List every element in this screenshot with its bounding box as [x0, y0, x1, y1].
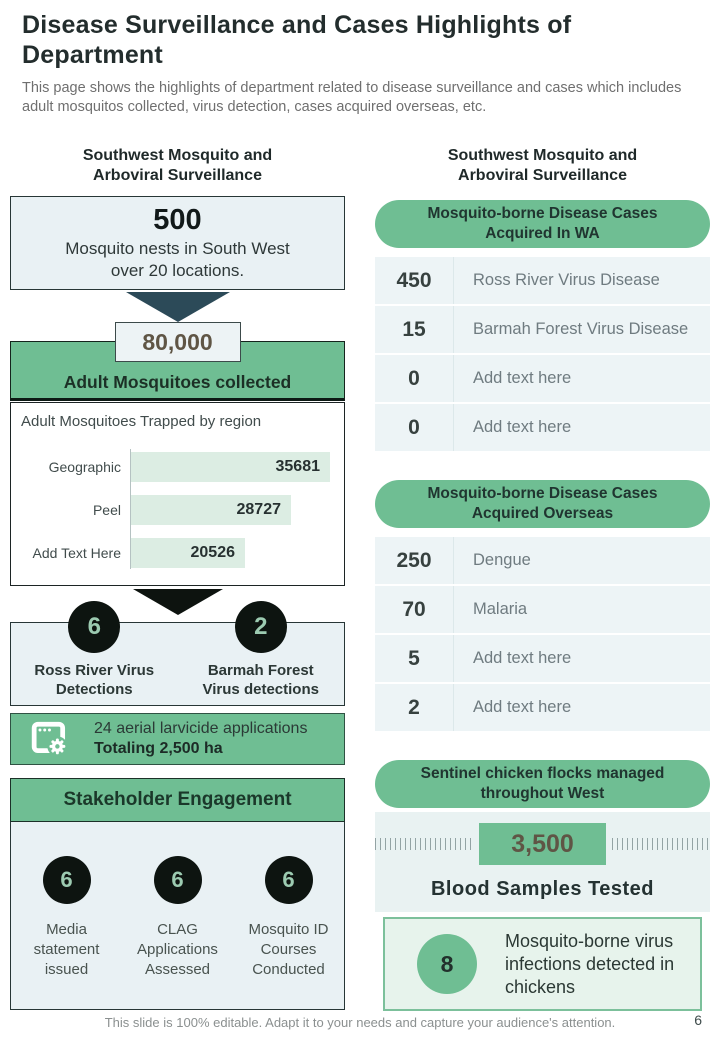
table-row: [375, 306, 710, 353]
chicken-infections-text: Mosquito-borne virus infections detected in chickens: [505, 930, 675, 997]
chart-bar: 35681: [130, 452, 330, 482]
table-row: [375, 586, 710, 633]
chart-bar-track: [130, 538, 336, 568]
left-column-heading: Southwest Mosquito and Arboviral Surveillance: [82, 147, 273, 184]
larvicide-strip: [10, 713, 345, 765]
case-count: 2: [375, 684, 454, 731]
blood-samples-section: [375, 812, 710, 912]
cases-wa-table: [375, 257, 710, 451]
chart-category-label: Peel: [92, 502, 121, 518]
virus-detections-box: [10, 613, 345, 706]
chart-row: [21, 538, 336, 568]
chart-rows: [21, 452, 336, 568]
chart-row: [21, 495, 336, 525]
right-column: [375, 146, 710, 1011]
stakeholder-item: [11, 856, 122, 1009]
collected-label: Adult Mosquitoes collected: [63, 372, 292, 392]
stakeholder-label: Mosquito ID Courses Conducted: [248, 921, 329, 978]
case-count: 5: [375, 635, 454, 682]
detection-count-circle: 2: [235, 601, 287, 653]
right-column-heading: Southwest Mosquito and Arboviral Surveillance: [447, 147, 638, 184]
detection-label: Ross River Virus Detections: [34, 662, 155, 698]
stakeholder-item: [122, 856, 233, 1009]
chart-bar-track: [130, 495, 336, 525]
cases-wa-header: Mosquito-borne Disease Cases Acquired In WA: [375, 200, 710, 248]
table-row: [375, 684, 710, 731]
ruler-ticks-right-icon: [612, 838, 710, 850]
case-label: Dengue: [473, 551, 531, 569]
app-window-gear-icon: [31, 720, 69, 758]
left-column: [10, 146, 345, 1010]
footer-note: This slide is 100% editable. Adapt it to your needs and capture your audience's attention.: [104, 1015, 616, 1030]
nests-description: Mosquito nests in South West over 20 locations.: [65, 239, 290, 280]
larvicide-line2: Totaling 2,500 ha: [94, 740, 223, 757]
detection-count-circle: 6: [68, 601, 120, 653]
case-count: 70: [375, 586, 454, 633]
down-arrow-black: [133, 589, 223, 615]
table-row: [375, 635, 710, 682]
chart-category-label: Geographic: [48, 459, 121, 475]
case-label: Add text here: [473, 369, 572, 387]
stakeholder-count-circle: 6: [154, 856, 202, 904]
table-row: [375, 537, 710, 584]
stakeholder-item: [233, 856, 344, 1009]
table-row: [375, 404, 710, 451]
detection-label: Barmah Forest Virus detections: [202, 662, 319, 698]
chart-category-label: Add Text Here: [32, 545, 121, 561]
case-label: Barmah Forest Virus Disease: [473, 320, 689, 338]
chart-bar: 20526: [130, 538, 245, 568]
case-count: 15: [375, 306, 454, 353]
chicken-infections-value: 8: [417, 934, 477, 994]
stakeholder-count-circle: 6: [265, 856, 313, 904]
case-count: 450: [375, 257, 454, 304]
case-label: Add text here: [473, 418, 572, 436]
case-count: 0: [375, 404, 454, 451]
stakeholder-engagement-header: Stakeholder Engagement: [10, 778, 345, 822]
page-subtitle: This page shows the highlights of department related to disease surveillance and cases which includes adult mosquitos collected, virus detection, cases acquired overseas, etc.: [22, 80, 682, 115]
case-label: Add text here: [473, 649, 572, 667]
mosquito-nests-box: [10, 196, 345, 290]
cases-overseas-table: [375, 537, 710, 731]
down-arrow-teal: [126, 292, 230, 322]
adult-mosquitoes-collected-header: [10, 322, 345, 401]
stakeholder-engagement-body: [10, 822, 345, 1010]
page-number: 6: [694, 1012, 702, 1028]
chart-title: Adult Mosquitoes Trapped by region: [21, 413, 262, 430]
chart-bar: 28727: [130, 495, 291, 525]
stakeholder-label: Media statement issued: [33, 921, 100, 978]
blood-samples-label: Blood Samples Tested: [430, 878, 654, 900]
stakeholder-count-circle: 6: [43, 856, 91, 904]
table-row: [375, 355, 710, 402]
larvicide-line1: 24 aerial larvicide applications: [94, 720, 308, 737]
ruler-ticks-left-icon: [375, 838, 473, 850]
case-count: 250: [375, 537, 454, 584]
chart-bar-track: [130, 452, 336, 482]
blood-samples-value: 3,500: [479, 823, 606, 865]
larvicide-text: [94, 719, 307, 759]
chart-row: [21, 452, 336, 482]
case-label: Malaria: [473, 600, 528, 618]
detection-item: [11, 613, 178, 705]
table-row: [375, 257, 710, 304]
case-label: Ross River Virus Disease: [473, 271, 660, 289]
case-label: Add text here: [473, 698, 572, 716]
chicken-infections-box: [383, 917, 702, 1011]
case-count: 0: [375, 355, 454, 402]
stakeholder-label: CLAG Applications Assessed: [137, 921, 218, 978]
collected-value-box: 80,000: [115, 322, 241, 362]
detection-item: [178, 613, 345, 705]
page-title: Disease Surveillance and Cases Highlights of Department: [22, 11, 572, 69]
ruler-row: [375, 823, 710, 865]
sentinel-chicken-header: Sentinel chicken flocks managed throughout West: [375, 760, 710, 808]
chart-axis-line: [130, 449, 131, 569]
trapped-by-region-chart: [10, 402, 345, 586]
nests-value: 500: [153, 204, 202, 236]
cases-overseas-header: Mosquito-borne Disease Cases Acquired Overseas: [375, 480, 710, 528]
